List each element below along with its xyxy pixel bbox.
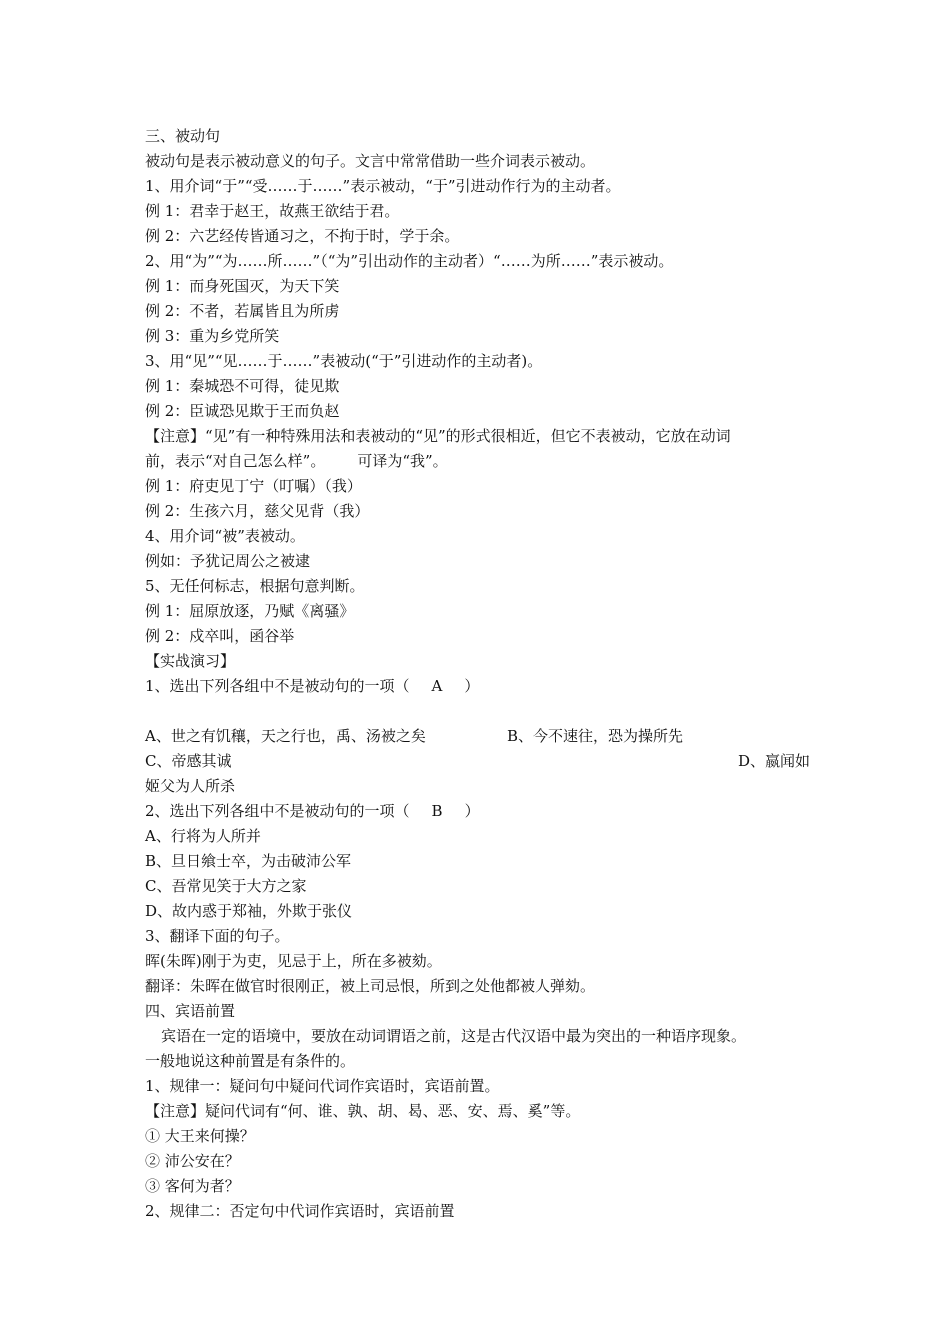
question-2-option-c: C、吾常见笑于大方之家 [145, 877, 307, 895]
object-intro-line-1: 宾语在一定的语境中，要放在动词谓语之前，这是古代汉语中最为突出的一种语序现象。 [161, 1027, 747, 1045]
question-2 [145, 799, 810, 824]
section-heading-object-fronting: 四、宾语前置 [145, 1002, 236, 1020]
question-2-close: ） [464, 802, 480, 820]
passive-rule-3: 3、用“见”“见……于……”表被动(“于”引进动作的主动者)。 [145, 352, 543, 370]
passive-note-example-1: 例 1：府吏见丁宁（叮嘱）（我） [145, 477, 362, 495]
question-2-option-b: B、旦日飨士卒，为击破沛公军 [145, 852, 352, 870]
passive-rule-3-example-1: 例 1：秦城恐不可得，徒见欺 [145, 377, 340, 395]
passive-note-text: 前，表示“对自己怎么样”。 [145, 452, 326, 470]
object-intro-line-2: 一般地说这种前置是有条件的。 [145, 1052, 356, 1070]
object-law-1-example-2: ② 沛公安在？ [145, 1152, 240, 1170]
passive-rule-5: 5、无任何标志，根据句意判断。 [145, 577, 365, 595]
passive-note-translation: 可译为“我”。 [357, 452, 448, 470]
passive-rule-4-example: 例如：予犹记周公之被逮 [145, 552, 311, 570]
question-1-options-ab [145, 724, 810, 749]
object-law-1: 1、规律一：疑问句中疑问代词作宾语时，宾语前置。 [145, 1077, 500, 1095]
blank-line [145, 699, 810, 724]
question-1-text: 1、选出下列各组中不是被动句的一项（ [145, 677, 410, 695]
object-law-1-note: 【注意】疑问代词有“何、谁、孰、胡、曷、恶、安、焉、奚”等。 [145, 1102, 581, 1120]
question-3-sentence: 晖(朱晖)刚于为吏，见忌于上，所在多被劾。 [145, 952, 442, 970]
passive-rule-4: 4、用介词“被”表被动。 [145, 527, 305, 545]
passive-note-example-2: 例 2：生孩六月，慈父见背（我） [145, 502, 370, 520]
question-1-close: ） [464, 677, 480, 695]
passive-rule-2: 2、用“为”“为……所……”（“为”引出动作的主动者）“……为所……”表示被动。 [145, 252, 674, 270]
passive-note-line-2 [145, 449, 810, 474]
passive-intro: 被动句是表示被动意义的句子。文言中常常借助一些介词表示被动。 [145, 152, 596, 170]
passive-rule-2-example-3: 例 3：重为乡党所笑 [145, 327, 280, 345]
question-2-option-d: D、故内惑于郑袖，外欺于张仪 [145, 902, 353, 920]
passive-rule-1-example-1: 例 1：君幸于赵王，故燕王欲结于君。 [145, 202, 400, 220]
question-1 [145, 674, 810, 699]
object-law-1-example-1: ① 大王来何操？ [145, 1127, 255, 1145]
question-1-answer: A [431, 677, 443, 695]
question-3-translation: 翻译：朱晖在做官时很刚正，被上司忌恨，所到之处他都被人弹劾。 [145, 977, 596, 995]
question-2-answer: B [431, 802, 443, 820]
passive-rule-2-example-2: 例 2：不者，若属皆且为所虏 [145, 302, 340, 320]
question-1-option-b: B、今不速往，恐为操所先 [507, 727, 684, 745]
question-2-text: 2、选出下列各组中不是被动句的一项（ [145, 802, 410, 820]
section-heading-passive: 三、被动句 [145, 127, 221, 145]
question-1-options-cd [145, 749, 810, 774]
question-3: 3、翻译下面的句子。 [145, 927, 290, 945]
question-1-option-d: D、嬴闻如 [737, 752, 810, 770]
passive-note-line-1: 【注意】“见”有一种特殊用法和表被动的“见”的形式很相近，但它不表被动，它放在动词 [145, 427, 731, 445]
passive-rule-3-example-2: 例 2：臣诚恐见欺于王而负赵 [145, 402, 340, 420]
question-1-option-c: C、帝感其诚 [145, 752, 232, 770]
practice-heading: 【实战演习】 [145, 652, 236, 670]
passive-rule-5-example-2: 例 2：戍卒叫，函谷举 [145, 627, 295, 645]
passive-rule-5-example-1: 例 1：屈原放逐，乃赋《离骚》 [145, 602, 355, 620]
question-2-option-a: A、行将为人所并 [145, 827, 261, 845]
question-1-option-d-continued: 姬父为人所杀 [145, 777, 236, 795]
question-1-option-a: A、世之有饥穰，天之行也，禹、汤被之矣 [145, 727, 426, 745]
passive-rule-2-example-1: 例 1：而身死国灭，为天下笑 [145, 277, 340, 295]
object-law-1-example-3: ③ 客何为者？ [145, 1177, 240, 1195]
object-law-2: 2、规律二：否定句中代词作宾语时，宾语前置 [145, 1202, 455, 1220]
passive-rule-1: 1、用介词“于”“受……于……”表示被动，“于”引进动作行为的主动者。 [145, 177, 621, 195]
passive-rule-1-example-2: 例 2：六艺经传皆通习之，不拘于时，学于余。 [145, 227, 460, 245]
